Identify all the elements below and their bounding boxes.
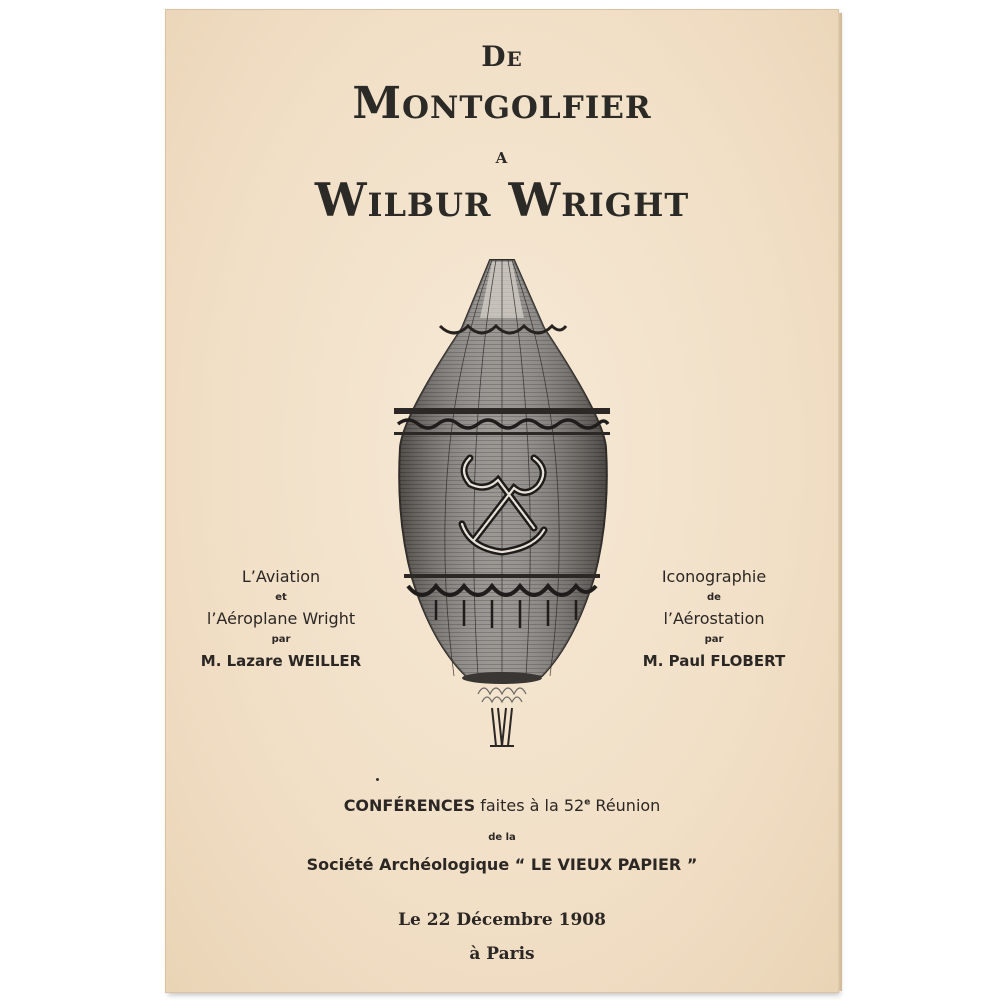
right-line3: l’Aérostation — [663, 609, 765, 628]
conference-rest: faites à la 52 — [475, 796, 585, 815]
right-line2: de — [707, 592, 721, 603]
society-line: Société Archéologique “ LE VIEUX PAPIER ” — [306, 855, 698, 874]
right-column — [604, 566, 824, 672]
left-line2: et — [275, 592, 287, 603]
right-author: M. Paul FLOBERT — [642, 652, 786, 670]
place-line: à Paris — [469, 944, 535, 964]
ink-speck — [376, 778, 379, 781]
left-line3: l’Aéroplane Wright — [206, 609, 356, 628]
conference-end: Réunion — [590, 796, 661, 815]
montgolfier-balloon-engraving — [374, 248, 630, 748]
title-wilbur-wright: Wilbur Wright — [314, 173, 690, 227]
de-la-line: de la — [488, 832, 516, 843]
left-line1: L’Aviation — [241, 567, 321, 586]
conference-bold: CONFÉRENCES — [343, 796, 476, 815]
document-page — [166, 10, 838, 992]
left-author: M. Lazare WEILLER — [200, 652, 362, 670]
right-line1: Iconographie — [661, 567, 767, 586]
conference-sup: e — [584, 797, 591, 808]
right-line4: par — [704, 634, 724, 645]
date-line: Le 22 Décembre 1908 — [398, 910, 606, 930]
conference-line — [166, 796, 838, 815]
title-montgolfier: Montgolfier — [352, 78, 652, 129]
title-de: De — [481, 40, 523, 73]
left-column — [171, 566, 391, 672]
left-line4: par — [271, 634, 291, 645]
title-a: a — [495, 143, 509, 169]
